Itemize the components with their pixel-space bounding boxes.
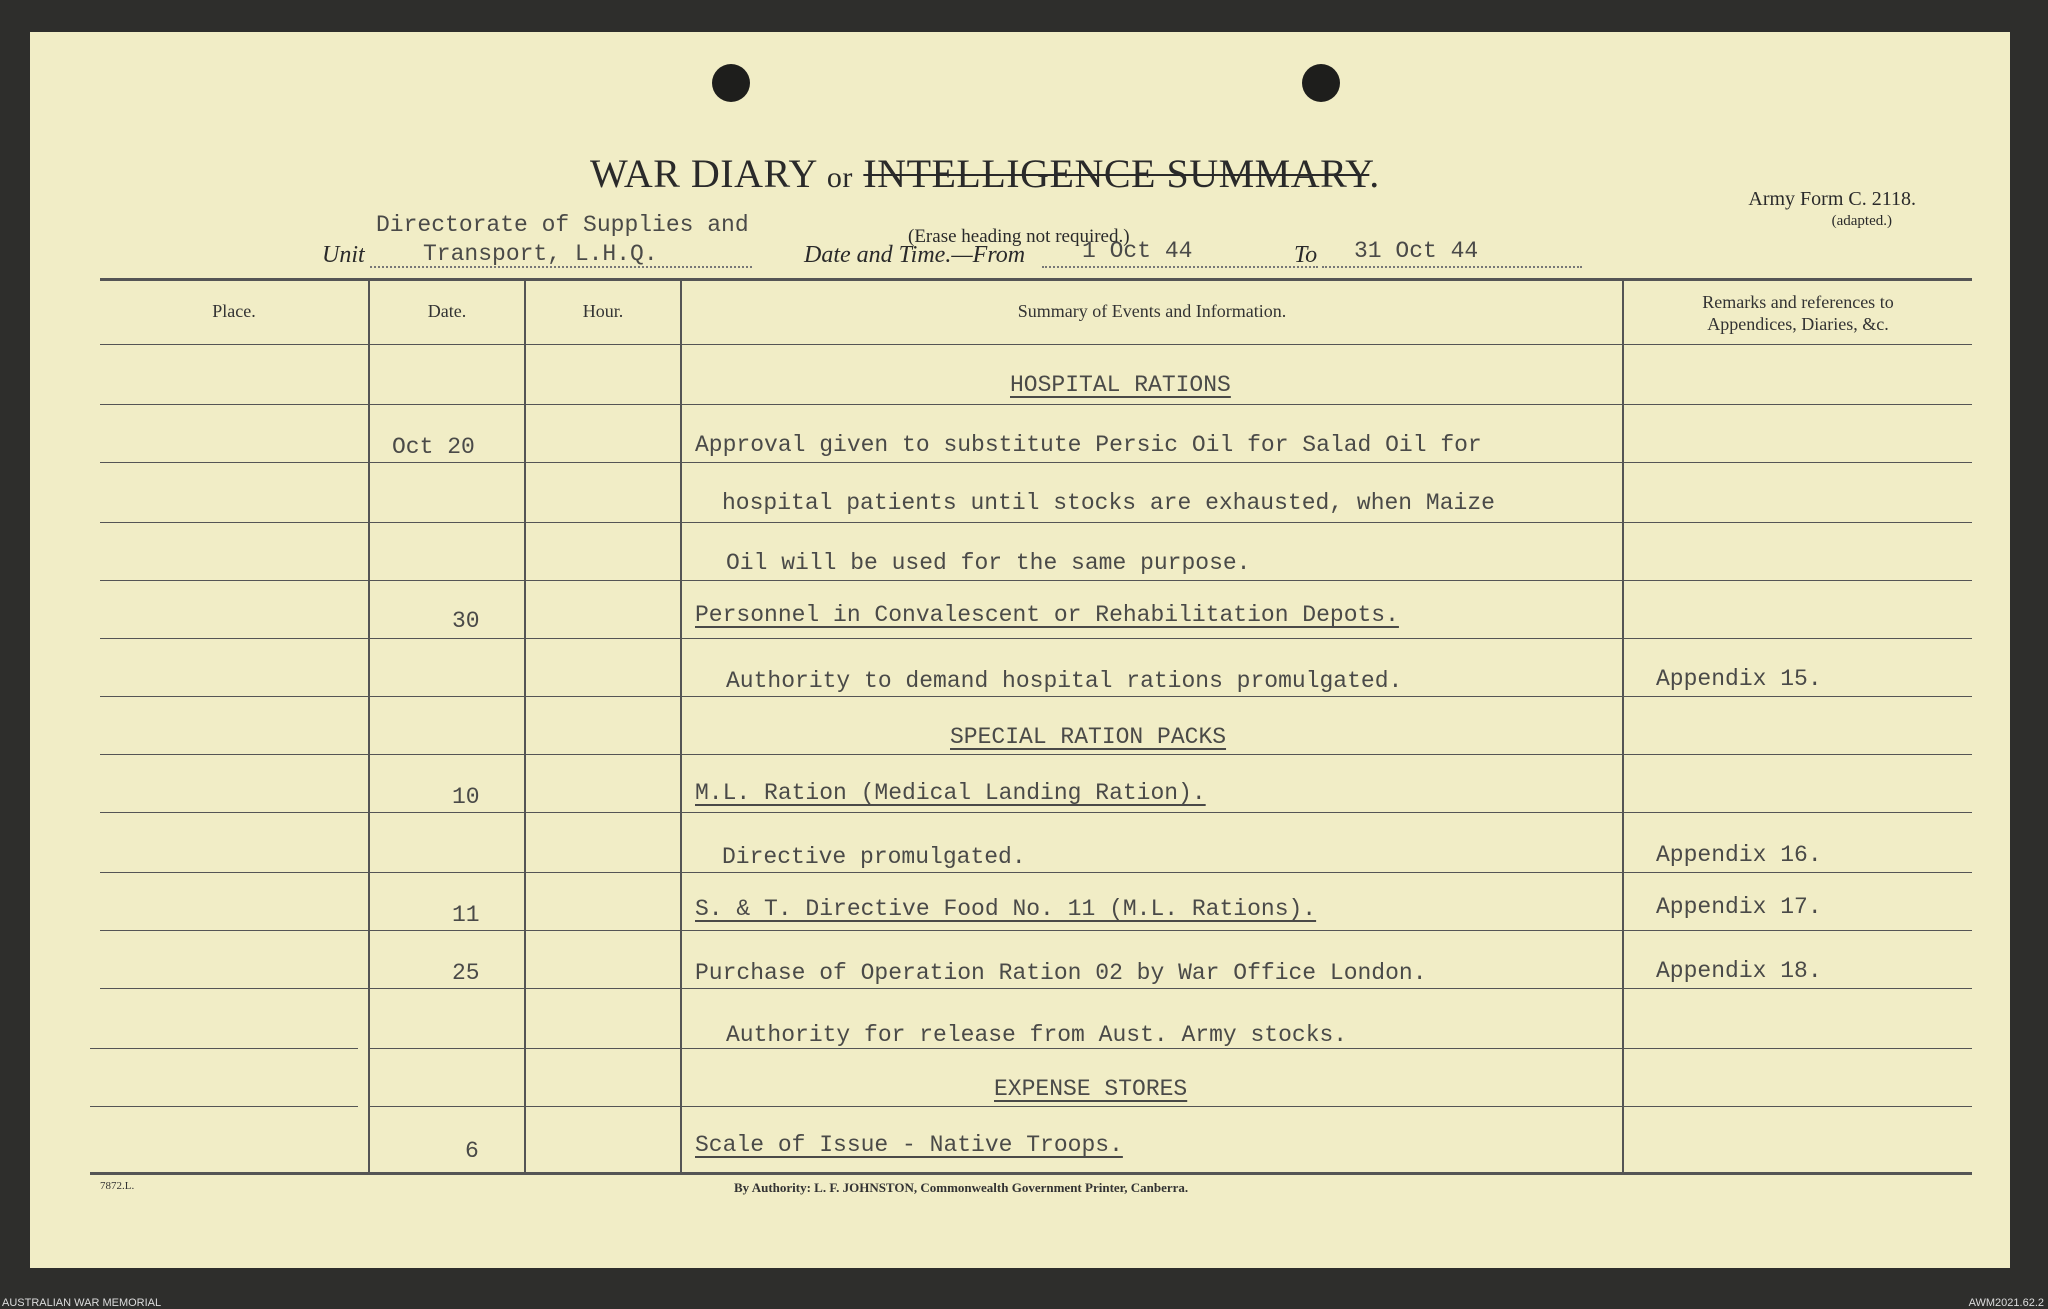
entry-date: 30: [452, 608, 480, 634]
form-note: (adapted.): [1831, 213, 1892, 229]
row-rule: [370, 638, 1972, 639]
entry-date: Oct 20: [392, 434, 475, 460]
row-rule: [370, 1048, 1972, 1049]
archive-id: AWM2021.62.2: [1968, 1297, 2044, 1309]
column-divider: [680, 280, 682, 1172]
table-top-rule: [100, 278, 1972, 281]
entry-remarks: Appendix 15.: [1656, 666, 1822, 692]
printer-authority: By Authority: L. F. JOHNSTON, Commonwealth Government Printer, Canberra.: [734, 1180, 1189, 1195]
row-rule: [370, 580, 1972, 581]
column-header-date: Date.: [427, 301, 467, 321]
row-rule: [370, 754, 1972, 755]
column-header-place: Place.: [212, 301, 256, 321]
title-or: or: [826, 161, 853, 194]
entry-date: 10: [452, 784, 480, 810]
row-rule: [100, 930, 368, 931]
row-rule: [100, 988, 368, 989]
title-main: WAR DIARY: [590, 151, 817, 196]
date-to-label: To: [1294, 242, 1318, 268]
row-rule: [370, 522, 1972, 523]
erase-note: (Erase heading not required.): [908, 226, 1130, 247]
column-header-remarks-line1: Remarks and references to: [1702, 292, 1894, 312]
row-rule: [370, 872, 1972, 873]
title-struck: INTELLIGENCE SUMMARY: [863, 151, 1370, 196]
title-period: .: [1369, 151, 1380, 196]
date-to-value: 31 Oct 44: [1354, 238, 1479, 264]
form-identifier: [1748, 188, 1916, 232]
unit-label: Unit: [322, 242, 365, 268]
diary-sheet: [30, 32, 2010, 1268]
unit-value-line1: Directorate of Supplies and: [376, 212, 749, 238]
entry-summary: Directive promulgated.: [722, 844, 1026, 870]
column-divider: [524, 280, 526, 1172]
entry-summary: Personnel in Convalescent or Rehabilitation Depots.: [695, 602, 1399, 628]
section-heading: HOSPITAL RATIONS: [1010, 372, 1231, 398]
column-divider: [1622, 280, 1624, 1172]
entry-remarks: Appendix 16.: [1656, 842, 1822, 868]
row-rule: [90, 1106, 358, 1107]
row-rule: [100, 580, 368, 581]
row-rule: [100, 754, 368, 755]
row-rule: [100, 344, 368, 345]
row-rule: [370, 930, 1972, 931]
unit-value-line2: Transport, L.H.Q.: [423, 241, 658, 267]
column-header-hour: Hour.: [582, 301, 624, 321]
row-rule: [370, 344, 1972, 345]
row-rule: [370, 1106, 1972, 1107]
archive-label: AUSTRALIAN WAR MEMORIAL: [2, 1297, 162, 1309]
column-header-summary: Summary of Events and Information.: [1017, 301, 1287, 321]
punch-hole-right: [1302, 64, 1340, 102]
form-code: 7872.L.: [100, 1180, 135, 1192]
row-rule: [100, 638, 368, 639]
row-rule: [370, 812, 1972, 813]
entry-summary: Oil will be used for the same purpose.: [726, 550, 1251, 576]
column-header-remarks-line2: Appendices, Diaries, &c.: [1707, 314, 1889, 334]
row-rule: [100, 872, 368, 873]
row-rule: [370, 988, 1972, 989]
table-bottom-rule: [90, 1172, 1972, 1175]
entry-remarks: Appendix 17.: [1656, 894, 1822, 920]
punch-hole-left: [712, 64, 750, 102]
row-rule: [370, 462, 1972, 463]
row-rule: [100, 522, 368, 523]
entry-summary: Scale of Issue - Native Troops.: [695, 1132, 1123, 1158]
row-rule: [90, 1048, 358, 1049]
date-to-dotted-line: [1322, 266, 1582, 268]
entry-summary: Authority for release from Aust. Army stocks.: [726, 1022, 1348, 1048]
entry-summary: Purchase of Operation Ration 02 by War Office London.: [695, 960, 1427, 986]
entry-summary: Approval given to substitute Persic Oil for Salad Oil for: [695, 432, 1482, 458]
date-from-value: 1 Oct 44: [1082, 238, 1193, 264]
row-rule: [100, 696, 368, 697]
section-heading: EXPENSE STORES: [994, 1076, 1188, 1102]
entry-date: 11: [452, 902, 480, 928]
entry-summary: M.L. Ration (Medical Landing Ration).: [695, 780, 1206, 806]
entry-date: 25: [452, 960, 480, 986]
entry-date: 6: [465, 1138, 479, 1164]
entry-summary: S. & T. Directive Food No. 11 (M.L. Rations).: [695, 896, 1317, 922]
form-name: Army Form C. 2118.: [1748, 188, 1916, 210]
row-rule: [370, 404, 1972, 405]
entry-remarks: Appendix 18.: [1656, 958, 1822, 984]
page-title: [590, 150, 1380, 197]
row-rule: [100, 462, 368, 463]
date-from-label: Date and Time.—From: [804, 242, 1026, 268]
date-from-dotted-line: [1042, 266, 1318, 268]
entry-summary: hospital patients until stocks are exhausted, when Maize: [722, 490, 1495, 516]
row-rule: [100, 812, 368, 813]
row-rule: [100, 404, 368, 405]
entry-summary: Authority to demand hospital rations promulgated.: [726, 668, 1403, 694]
column-divider: [368, 280, 370, 1172]
row-rule: [370, 696, 1972, 697]
section-heading: SPECIAL RATION PACKS: [950, 724, 1227, 750]
